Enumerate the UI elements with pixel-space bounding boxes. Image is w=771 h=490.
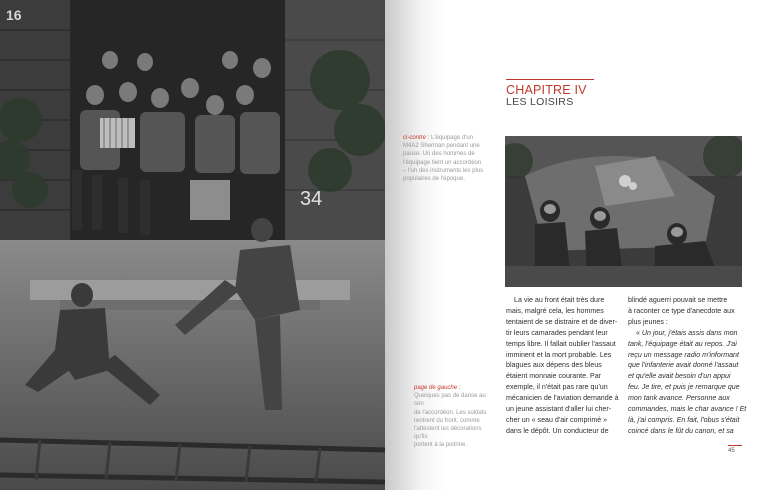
quote-line: reçu un message radio m'informant	[628, 350, 739, 359]
quote-line: et qu'elle avait besoin d'un appui	[628, 372, 731, 381]
text-line: étaient monnaie courante. Par	[506, 372, 602, 381]
soldiers-dancing-photo	[0, 0, 385, 490]
caption-lead: page de gauche :	[414, 385, 461, 391]
left-page-photo	[0, 0, 385, 490]
caption-left-photo	[414, 384, 496, 450]
quote-line: coincé dans le fût du canon, et sa	[628, 426, 734, 435]
text-line: tir leurs camarades pendant leur	[506, 328, 608, 337]
caption-line: l'équipage tient un accordéon	[403, 159, 482, 166]
page-number: 45	[728, 448, 735, 454]
caption-lead: ci-contre :	[403, 135, 430, 141]
text-line: mécanicien de l'aviation demande à	[506, 394, 619, 403]
text-line: plus jeunes :	[628, 317, 668, 326]
chapter-title: CHAPITRE IV	[506, 83, 587, 97]
caption-line: pause. Un des hommes de	[403, 151, 475, 158]
text-line: imminent et la mort probable. Les	[506, 350, 612, 359]
quote-line: feu. Je tire, et puis je remarque que	[628, 383, 740, 392]
caption-line: l'attestent les décorations qu'ils	[414, 426, 482, 441]
caption-line: M4A2 Sherman pendant une	[403, 143, 480, 150]
chapter-subtitle: LES LOISIRS	[506, 96, 574, 108]
quote-line: là, j'ai compris. En fait, l'obus s'était	[628, 415, 740, 424]
caption-line: – l'un des instruments les plus	[403, 167, 484, 174]
quote-line: tank, l'équipage était au repos. J'ai	[628, 339, 737, 348]
body-column-1	[506, 295, 623, 437]
text-line: à raconter ce type d'anecdote aux	[628, 306, 735, 315]
text-line: La vie au front était très dure	[514, 296, 605, 304]
quote-line: mon tank avance. Personne aux	[628, 394, 730, 403]
train-number-left: 16	[6, 7, 22, 23]
caption-line: portent à la poitrine.	[414, 442, 468, 449]
text-line: un jeune assistant d'aller lui cher-	[506, 405, 612, 414]
caption-line: populaires de l'époque.	[403, 176, 465, 183]
train-number-side: 34	[300, 188, 323, 210]
tank-crew-photo	[505, 136, 742, 287]
quote-line: commandes, mais le char avance ! Et	[628, 405, 747, 414]
caption-line: rentrent du front, comme	[414, 417, 480, 424]
caption-line: L'équipage d'un	[431, 135, 474, 141]
text-line: temps libre. Il fallait oublier l'assaut	[506, 339, 616, 348]
folio-rule	[728, 445, 742, 446]
quote-line: que l'infanterie avait donné l'assaut	[628, 361, 739, 370]
caption-line: de l'accordéon. Les soldats	[414, 409, 487, 416]
quote-line: « Un jour, j'étais assis dans mon	[636, 328, 738, 337]
text-line: tentaient de se distraire et de diver-	[506, 317, 618, 326]
text-line: exemple, il n'était pas rare qu'un	[506, 383, 608, 392]
text-line: mais, malgré cela, les hommes	[506, 306, 604, 315]
text-line: blagues aux dépens des bleus	[506, 361, 602, 370]
text-line: dans le dépôt. Un conducteur de	[506, 426, 609, 435]
caption-right-photo	[403, 134, 495, 183]
body-column-2	[628, 295, 748, 437]
chapter-rule	[506, 79, 594, 80]
text-line: blindé aguerri pouvait se mettre	[628, 296, 728, 304]
text-line: cher un « seau d'air comprimé »	[506, 415, 608, 424]
tank-crew-image	[505, 136, 742, 287]
caption-line: Quelques pas de danse au son	[414, 393, 486, 408]
